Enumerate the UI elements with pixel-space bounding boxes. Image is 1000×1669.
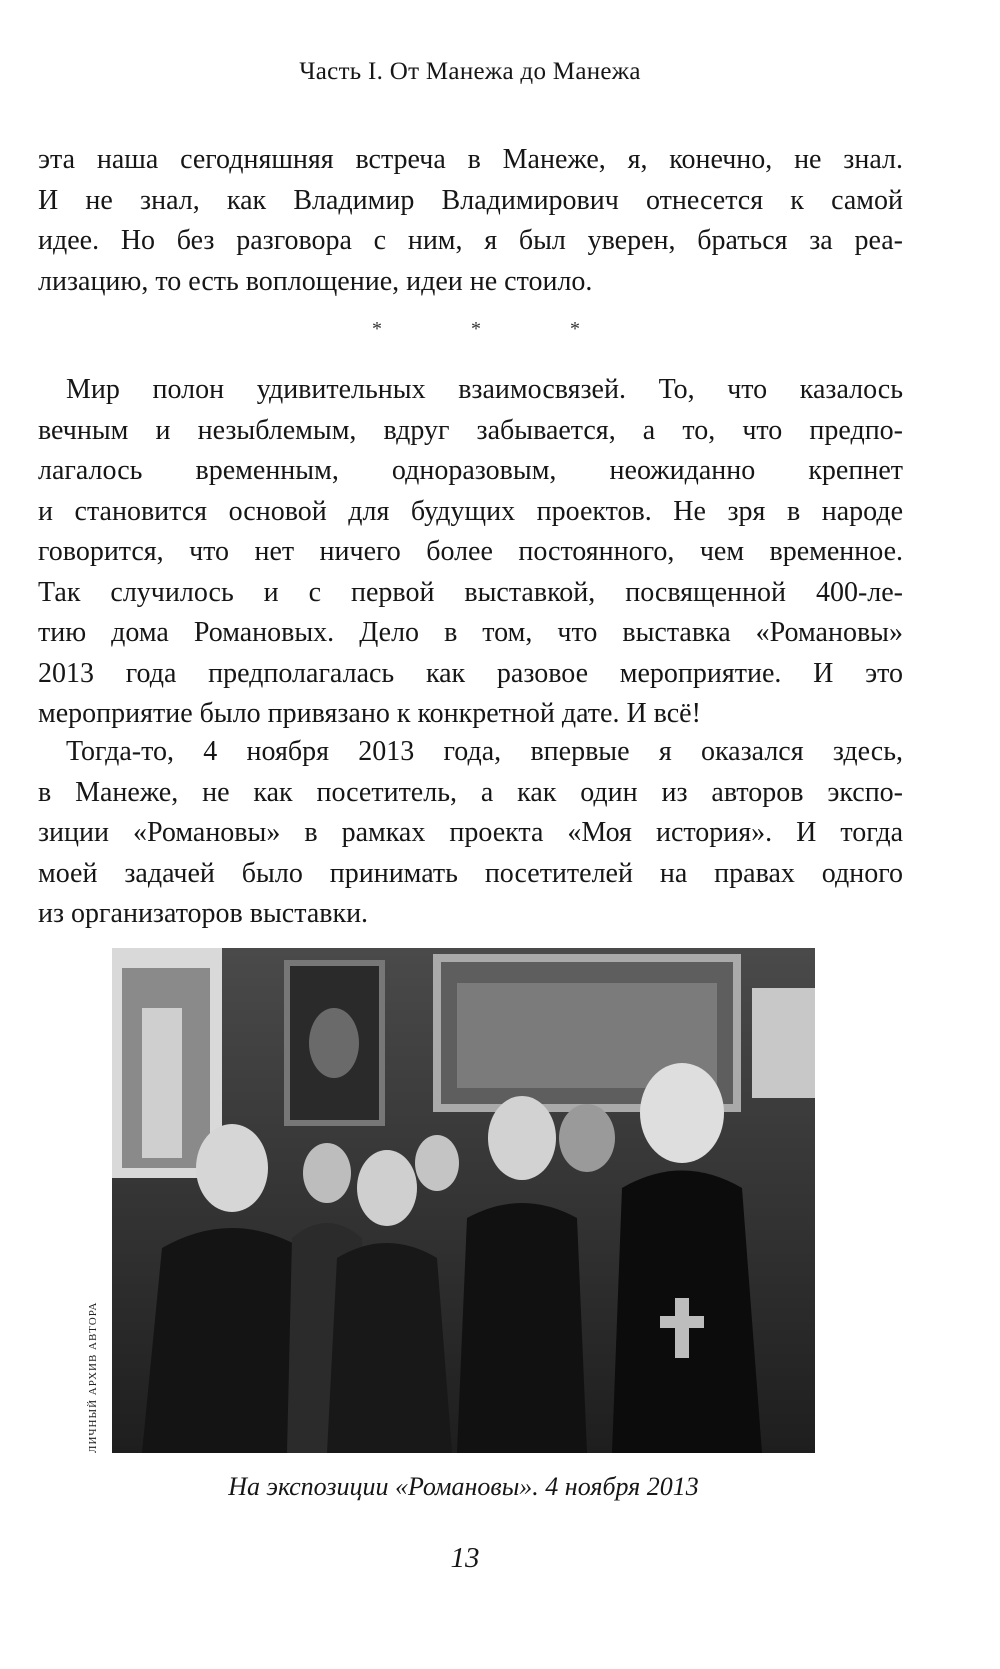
section-separator — [372, 318, 580, 341]
text-line: моей задачей было принимать посетителей на правах одного — [38, 857, 903, 889]
text-line: зиции «Романовы» в рамках проекта «Моя история». И тогда — [38, 817, 903, 848]
paragraph-2 — [38, 370, 903, 735]
text-line: И не знал, как Владимир Владимирович отнесется к самой — [38, 184, 903, 216]
photo-caption: На экспозиции «Романовы». 4 ноября 2013 — [228, 1472, 699, 1501]
text-line: Тогда-то, 4 ноября 2013 года, впервые я оказался здесь, — [66, 736, 903, 767]
separator-star: * — [570, 318, 580, 340]
text-line: эта наша сегодняшняя встреча в Манеже, я, конечно, не знал. — [38, 144, 903, 175]
text-line: Так случилось и с первой выставкой, посвященной 400-ле- — [38, 576, 903, 608]
text-line: из организаторов выставки. — [38, 898, 369, 929]
text-line: лизацию, то есть воплощение, идеи не стоило. — [38, 265, 593, 297]
separator-star: * — [471, 318, 481, 340]
text-line: идее. Но без разговора с ним, я был уверен, браться за реа- — [38, 225, 903, 256]
text-line: вечным и незыблемым, вдруг забывается, а то, что предпо- — [38, 414, 903, 446]
text-line: Мир полон удивительных взаимосвязей. То, что казалось — [66, 374, 903, 405]
paragraph-1 — [38, 140, 903, 302]
separator-star: * — [372, 318, 382, 340]
photo-credit: ЛИЧНЫЙ АРХИВ АВТОРА — [87, 1301, 99, 1453]
text-line: мероприятие было привязано к конкретной дате. И всё! — [38, 698, 701, 729]
photo-illustration — [112, 948, 815, 1453]
page-number: 13 — [450, 1542, 480, 1574]
text-line: тию дома Романовых. Дело в том, что выставка «Романовы» — [38, 617, 903, 648]
running-head: Часть I. От Манежа до Манежа — [299, 58, 641, 85]
text-line: лагалось временным, одноразовым, неожиданно крепнет — [38, 455, 903, 486]
text-line: и становится основой для будущих проектов. Не зря в народе — [38, 495, 903, 527]
text-line: 2013 года предполагалась как разовое мероприятие. И это — [38, 657, 903, 689]
exhibition-photo — [112, 948, 815, 1453]
paragraph-3 — [38, 732, 903, 935]
text-line: говорится, что нет ничего более постоянного, чем временное. — [38, 536, 903, 567]
text-line: в Манеже, не как посетитель, а как один из авторов экспо- — [38, 776, 903, 808]
